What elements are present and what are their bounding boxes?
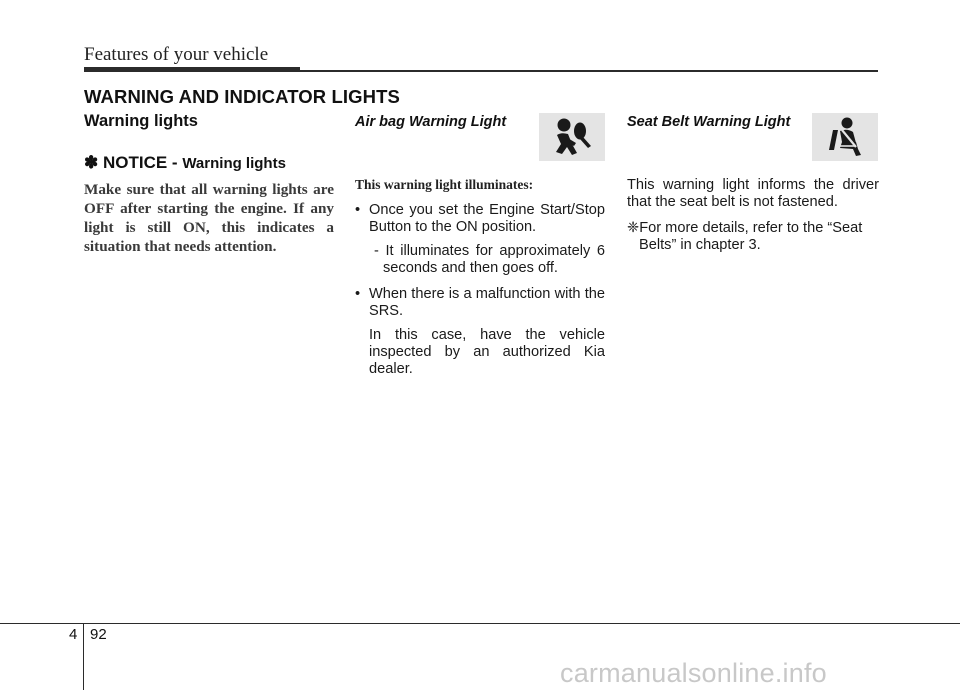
seat-belt-reference: ❈For more details, refer to the “Seat Belts” in chapter 3. (627, 220, 863, 253)
airbag-warning-icon (539, 113, 605, 161)
warning-lights-heading: Warning lights (84, 112, 198, 130)
notice-heading (84, 153, 334, 173)
header-title: Features of your vehicle (84, 44, 269, 65)
page-number: 92 (90, 626, 107, 643)
airbag-heading: Air bag Warning Light (355, 114, 507, 130)
airbag-bullet-2-continuation: In this case, have the vehicle inspected by an authorized Kia dealer. (369, 327, 605, 377)
airbag-lead: This warning light illuminates: (355, 177, 534, 192)
notice-subtitle: Warning lights (182, 155, 286, 172)
notice-text: Make sure that all warning lights are OFF after starting the engine. If any light is still ON, this indicates a situation that needs attention. (84, 181, 334, 255)
airbag-bullet-1-text: Once you set the Engine Start/Stop Button to the ON position. (369, 202, 605, 235)
notice-symbol-icon: ✽ (84, 153, 99, 172)
column-warning-lights (84, 112, 334, 256)
header-rule-thick (84, 67, 300, 72)
watermark: carmanualsonline.info (560, 658, 827, 688)
section-title: WARNING AND INDICATOR LIGHTS (84, 86, 400, 107)
header-rule-thin (300, 70, 878, 72)
airbag-bullet-1-sub: - It illuminates for approximately 6 seconds and then goes off. (374, 243, 605, 276)
footer-rule (0, 623, 960, 624)
seat-belt-text: This warning light informs the driver that the seat belt is not fastened. (627, 177, 879, 210)
airbag-bullet-2-text: When there is a malfunction with the SRS. (369, 286, 605, 319)
bullet-marker: • (355, 202, 361, 218)
footer-divider (83, 623, 84, 690)
bullet-marker: • (355, 286, 361, 302)
chapter-number: 4 (69, 626, 78, 643)
airbag-bullet-1 (355, 202, 605, 236)
airbag-bullet-2 (355, 286, 605, 320)
seat-belt-heading: Seat Belt Warning Light (627, 114, 791, 130)
seat-belt-warning-icon (812, 113, 878, 161)
notice-label: NOTICE - (102, 153, 178, 172)
